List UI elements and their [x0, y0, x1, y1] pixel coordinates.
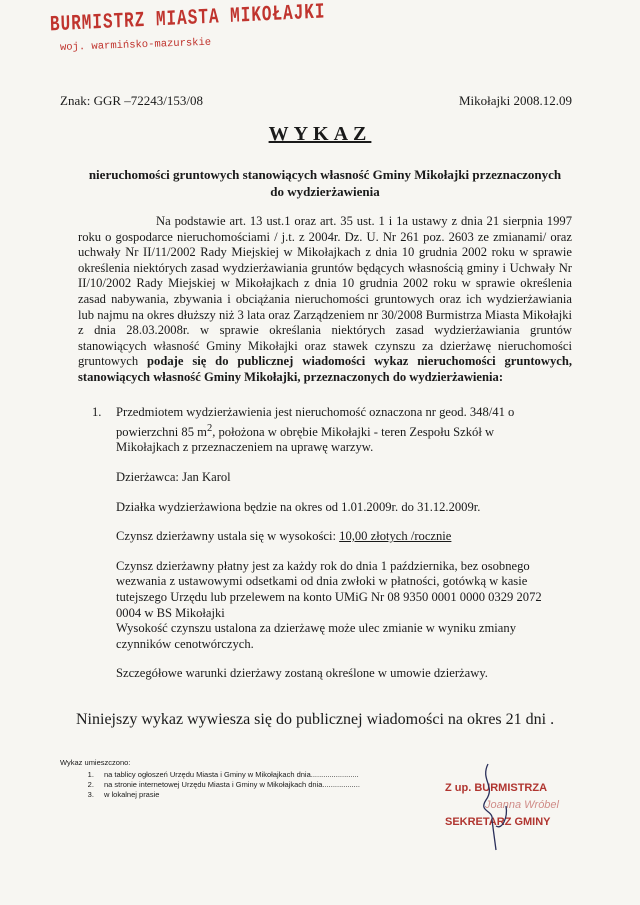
intro-paragraph: [78, 214, 572, 386]
signature-stamp-line-1: Z up. BURMISTRZA: [445, 782, 548, 794]
list-item-number: 1.: [92, 405, 102, 419]
subtitle-line-1: nieruchomości gruntowych stanowiących własność Gminy Mikołajki przeznaczonych: [88, 167, 562, 182]
distribution-item: 2. na stronie internetowej Urzędu Miasta i Gminy w Mikołajkach dnia..................: [96, 780, 360, 790]
place-date: Mikołajki 2008.12.09: [458, 93, 572, 108]
rent-value: 10,00 złotych /rocznie: [339, 529, 452, 544]
office-stamp: [49, 0, 326, 54]
intro-bold-text: podaje się do publicznej wiadomości wykaz nieruchomości gruntowych, stanowiących własność Gminy Mikołajki, przeznaczonych do wydzierżawienia:: [78, 354, 572, 384]
property-description: Przedmiotem wydzierżawienia jest nieruchomość oznaczona nr geod. 348/41 o powierzchni 85 $m^2$, położona w obrębie Mikołajki - teren Zespołu Szkół w Mikołajkach z przeznaczeniem na uprawę warzyw.: [116, 405, 515, 455]
list-item: [116, 405, 546, 696]
intro-text: Na podstawie art. 13 ust.1 oraz art. 35 ust. 1 i 1a ustawy z dnia 21 sierpnia 1997 roku o gospodarce nieruchomościami / j.t. z 2004r. Dz. U. Nr 261 poz. 2603 ze zmianami/ oraz uchwały Nr II/11/2002 Rady Miejskiej w Mikołajkach z dnia 10 grudnia 2002 roku w sprawie określenia niektórych zasad wydzierżawiania gruntów będących własnością gminy i Uchwały Nr II/10/2002 Rady Miejskiej w Mikołajkach z dnia 10 grudnia 2002 roku w sprawie określenia zasad nabywania, zbywania i obciążania nieruchomości gruntowych oraz ich wydzierżawiania lub najmu na okres dłuższy niż 3 lata oraz Zarządzeniem nr 30/2008 Burmistrza Miasta Mikołajki z dnia 28.03.2008r. w sprawie określania niektórych zasad wydzierżawiania gruntów stanowiących własność Gminy Mikołajki oraz stawek czynszu za dzierżawę nieruchomości gruntowych: [78, 214, 572, 369]
public-notice: Niniejszy wykaz wywiesza się do publicznej wiadomości na okres 21 dni .: [76, 711, 555, 728]
distribution-list: [60, 758, 360, 800]
rent-change-note: Wysokość czynszu ustalona za dzierżawę może ulec zmianie w wyniku zmiany czynników cenotwórczych.: [116, 621, 516, 651]
signature-stamp-line-2: Joanna Wróbel: [485, 799, 559, 811]
rent-amount: Czynsz dzierżawny ustala się w wysokości: 10,00 złotych /rocznie: [116, 529, 452, 544]
handwritten-signature: [470, 760, 520, 855]
header-row: [60, 93, 572, 109]
payment-terms: Czynsz dzierżawny płatny jest za każdy rok do dnia 1 października, bez osobnego wezwania z ustawowymi odsetkami od dnia zwłoki w płatności, gotówką w kasie tutejszego Urzędu lub przelewem na konto UMiG Nr 08 9350 0001 0000 0329 2072 0004 w BS Mikołajki: [116, 558, 542, 620]
lease-period: Działka wydzierżawiona będzie na okres od 1.01.2009r. do 31.12.2009r.: [116, 499, 481, 514]
tenant: Dzierżawca: Jan Karol: [116, 469, 231, 484]
distribution-item: 3. w lokalnej prasie: [96, 790, 360, 800]
distribution-item: 1. na tablicy ogłoszeń Urzędu Miasta i Gminy w Mikołajkach dnia.......................: [96, 770, 360, 780]
area-superscript: 2: [206, 422, 213, 434]
signature-stamp-line-3: SEKRETARZ GMINY: [445, 816, 551, 828]
stamp-title: BURMISTRZ MIASTA MIKOŁAJKI: [49, 0, 326, 38]
stamp-region: woj. warmińsko-mazurskie: [59, 36, 212, 54]
lease-terms-note: Szczegółowe warunki dzierżawy zostaną określone w umowie dzierżawy.: [116, 666, 488, 681]
reference-number: Znak: GGR –72243/153/08: [60, 93, 203, 108]
document-title: WYKAZ: [268, 123, 372, 145]
distribution-heading: Wykaz umieszczono:: [60, 758, 131, 767]
document-subtitle: [80, 166, 570, 200]
subtitle-line-2: do wydzierżawienia: [270, 184, 380, 199]
